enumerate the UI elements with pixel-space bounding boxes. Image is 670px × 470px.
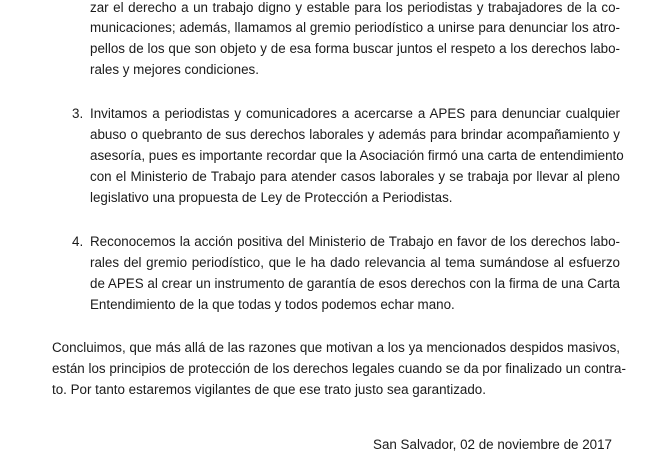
- conclusion-line: están los principios de protección de los derechos legales cuando se da por finalizado un contra-: [52, 361, 626, 376]
- item4-line: rales del gremio periodístico, que le ha dado relevancia al tema sumándose al esfuerzo: [90, 255, 620, 270]
- item3-line: con el Ministerio de Trabajo para atender casos laborales y se trabaja por llevar al pleno: [90, 169, 620, 184]
- item2-line: zar el derecho a un trabajo digno y estable para los periodistas y trabajadores de la co-: [90, 0, 620, 15]
- item2-line: municaciones; además, llamamos al gremio periodístico a unirse para denunciar los atro-: [90, 20, 620, 35]
- item4-line: Reconocemos la acción positiva del Ministerio de Trabajo en favor de los derechos labo-: [90, 234, 620, 249]
- item3-line: asesoría, pues es importante recordar que la Asociación firmó una carta de entendimiento: [90, 148, 624, 163]
- item4-number: 4.: [72, 234, 84, 249]
- item2-line: pellos de los que son objeto y de esa forma buscar juntos el respeto a los derechos labo-: [90, 41, 620, 56]
- item2-line: rales y mejores condiciones.: [90, 62, 259, 77]
- item3-line: legislativo una propuesta de Ley de Protección a Periodistas.: [90, 190, 453, 205]
- item4-line: de APES al crear un instrumento de garantía de esos derechos con la firma de una Carta: [90, 276, 620, 291]
- item3-number: 3.: [72, 106, 84, 121]
- signature-date: San Salvador, 02 de noviembre de 2017: [373, 437, 612, 452]
- item3-line: Invitamos a periodistas y comunicadores a acercarse a APES para denunciar cualquier: [90, 106, 620, 121]
- item3-line: abuso o quebranto de sus derechos laborales y además para brindar acompañamiento y: [90, 127, 620, 142]
- conclusion-line: Concluimos, que más allá de las razones que motivan a los ya mencionados despidos masivos,: [52, 340, 620, 355]
- conclusion-line: to. Por tanto estaremos vigilantes de que ese trato justo sea garantizado.: [52, 382, 486, 397]
- item4-line: Entendimiento de la que todas y todos podemos echar mano.: [90, 297, 455, 312]
